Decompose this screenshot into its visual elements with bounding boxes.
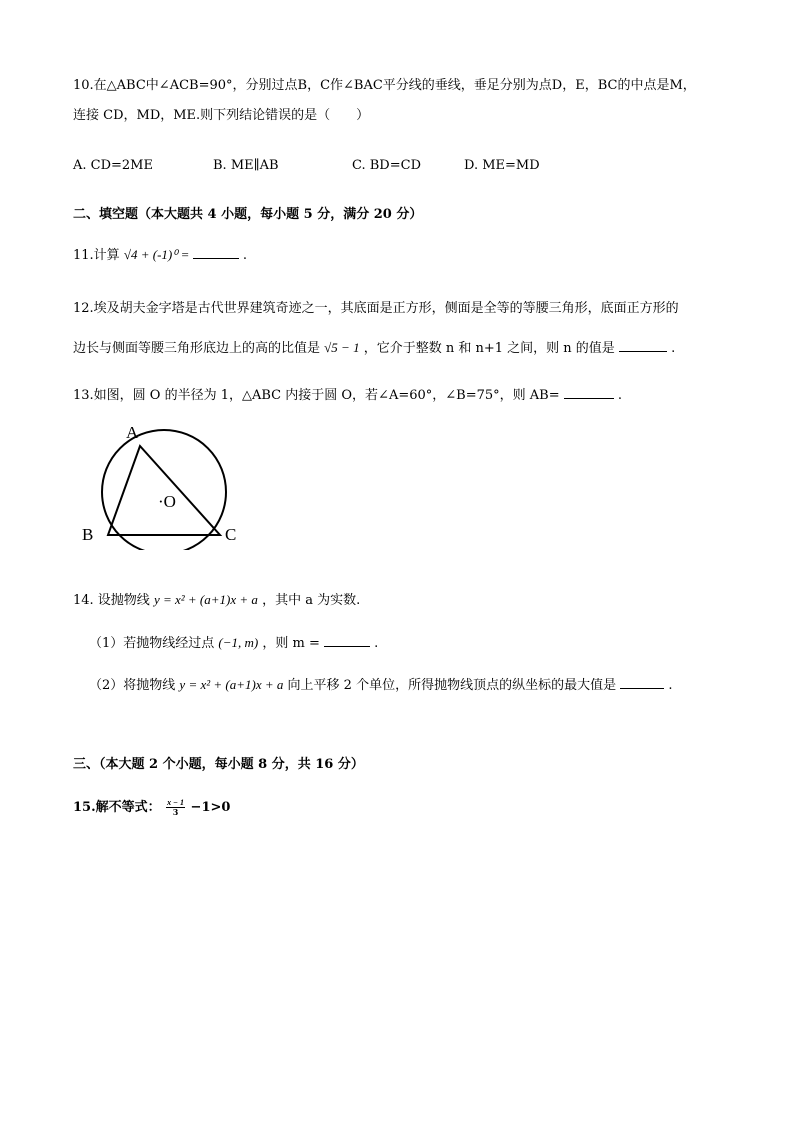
q11 (73, 246, 247, 265)
q13-stem: 13.如图，圆 O 的半径为 1，△ABC 内接于圆 O，若∠A=60°，∠B=75°，则 AB= (73, 388, 560, 403)
q13-figure (76, 418, 256, 550)
q13-answer-blank[interactable] (564, 386, 614, 399)
q10-option-d: D. ME=MD (464, 158, 540, 173)
q15-fraction (166, 798, 185, 817)
q14-stem-b: ，其中 a 为实数. (262, 593, 361, 608)
q14-stem (73, 591, 360, 610)
q14-part1-suffix: . (374, 636, 379, 651)
q12-line2-text-a: 边长与侧面等腰三角形底边上的高的比值是 (73, 341, 321, 356)
q14-parabola-eq: y = x² + (a+1)x + a (153, 592, 258, 607)
section2-title: 二、填空题（本大题共 4 小题，每小题 5 分，满分 20 分） (73, 207, 423, 222)
q10-option-b: B. ME∥AB (213, 158, 279, 173)
q14-part2-b: 向上平移 2 个单位，所得抛物线顶点的纵坐标的最大值是 (287, 678, 617, 693)
section3-title: 三、（本大题 2 个小题，每小题 8 分，共 16 分） (73, 757, 364, 772)
q14-part1-blank[interactable] (324, 634, 370, 647)
q12-answer-blank[interactable] (619, 339, 667, 352)
q15 (73, 798, 230, 817)
q12-suffix: . (671, 341, 676, 356)
vertex-label-b: B (82, 525, 94, 544)
q14-part2 (89, 676, 673, 695)
q11-prefix: 11.计算 (73, 248, 120, 263)
q14-part1-point: (−1, m) (218, 635, 259, 650)
q14-part2-a: （2）将抛物线 (89, 678, 176, 693)
q10-option-a: A. CD=2ME (73, 158, 153, 173)
q12-line2-text-b: ，它介于整数 n 和 n+1 之间，则 n 的值是 (363, 341, 615, 356)
q10-line2: 连接 CD，MD，ME.则下列结论错误的是（ ） (73, 108, 370, 123)
q12-ratio-expression: √5 − 1 (324, 340, 360, 355)
q14-part1-b: ，则 m = (262, 636, 325, 651)
triangle-abc (108, 446, 220, 535)
q14-part2-suffix: . (668, 678, 673, 693)
q14-part2-blank[interactable] (620, 676, 664, 689)
q14-part2-eq: y = x² + (a+1)x + a (179, 677, 284, 692)
q11-answer-blank[interactable] (193, 246, 239, 259)
q13-suffix: . (617, 388, 623, 403)
q15-prefix: 15.解不等式： (73, 800, 161, 815)
q10-option-c: C. BD=CD (352, 158, 421, 173)
q12-line2 (73, 339, 675, 358)
q13-text (73, 386, 622, 405)
q15-fraction-denominator: 3 (172, 807, 179, 817)
vertex-label-c: C (225, 525, 237, 544)
vertex-label-a: A (126, 423, 139, 442)
q15-fraction-numerator: x − 1 (167, 798, 185, 807)
center-label-o: ·O (158, 492, 176, 511)
circle-o (102, 430, 226, 550)
q11-suffix: . (242, 248, 247, 263)
q15-rest: −1>0 (190, 800, 231, 815)
q14-stem-a: 14. 设抛物线 (73, 593, 150, 608)
q11-expression: √4 + (-1)⁰ = (123, 247, 193, 262)
q14-part1-a: （1）若抛物线经过点 (89, 636, 215, 651)
q12-line1: 12.埃及胡夫金字塔是古代世界建筑奇迹之一，其底面是正方形，侧面是全等的等腰三角形，底面正方形的 (73, 301, 679, 316)
q10-options (73, 157, 673, 175)
q10-line1: 10.在△ABC中∠ACB=90°，分别过点B，C作∠BAC平分线的垂线，垂足分别为点D，E，BC的中点是M， (73, 78, 696, 93)
q14-part1 (89, 634, 378, 653)
